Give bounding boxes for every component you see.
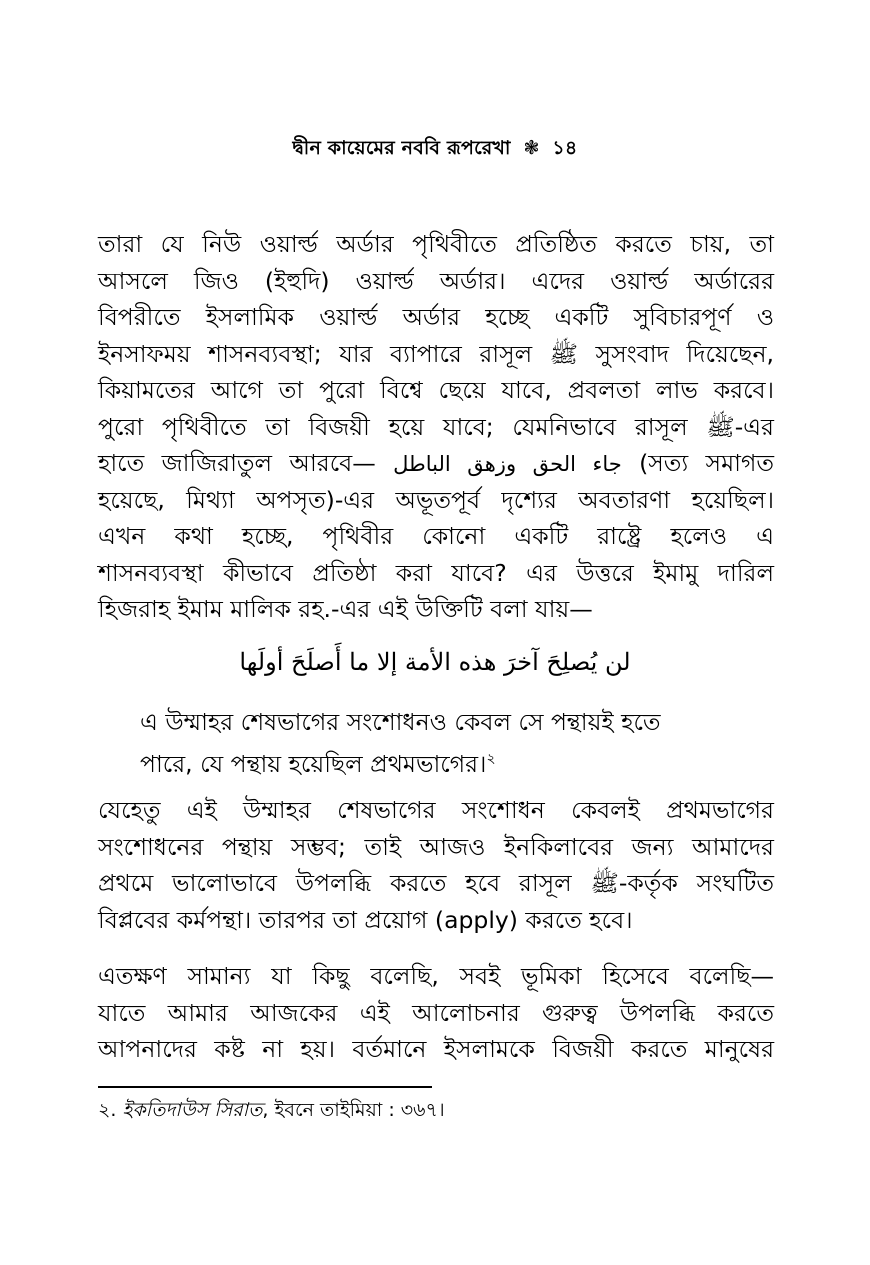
text-line <box>140 741 700 778</box>
text-line: যাতে আমার আজকের এই আলোচনার গুরুত্ব উপলব্ধি করতে <box>98 998 774 1027</box>
paragraph-1 <box>98 226 774 628</box>
text-line: তারা যে নিউ ওয়ার্ল্ড অর্ডার পৃথিবীতে প্রতিষ্ঠিত করতে চায়, তা <box>98 230 774 258</box>
footnote-divider <box>98 1086 432 1088</box>
book-title: দ্বীন কায়েমের নববি রূপরেখা <box>292 137 511 159</box>
text-line: সংশোধনের পন্থায় সম্ভব; তাই আজও ইনকিলাবের জন্য আমাদের <box>98 832 774 861</box>
footnote-reference: ২ <box>486 751 496 767</box>
text-line: এ উম্মাহর শেষভাগের সংশোধনও কেবল সে পন্থায়ই হতে <box>140 708 661 736</box>
text-line: প্রথমে ভালোভাবে উপলব্ধি করতে হবে রাসূল ﷺ-কর্তৃক সংঘটিত <box>98 869 774 897</box>
page-number: ১৪ <box>552 137 578 159</box>
text-line-with-arabic <box>98 445 774 482</box>
text-line: বিপরীতে ইসলামিক ওয়ার্ল্ড অর্ডার হচ্ছে একটি সুবিচারপূর্ণ ও <box>98 303 774 331</box>
paragraph-3 <box>98 958 774 1068</box>
footnote-source-title: ইকতিদাউস সিরাত <box>122 1099 263 1121</box>
text-fragment: হাতে জাজিরাতুল আরবে— <box>98 449 376 477</box>
text-line: এখন কথা হচ্ছে, পৃথিবীর কোনো একটি রাষ্ট্রে হলেও এ <box>98 522 774 550</box>
text-line: এতক্ষণ সামান্য যা কিছু বলেছি, সবই ভূমিকা হিসেবে বলেছি— <box>98 962 774 990</box>
text-line: পুরো পৃথিবীতে তা বিজয়ী হয়ে যাবে; যেমনিভাবে রাসূল ﷺ-এর <box>98 412 774 441</box>
flower-ornament-icon: ❃ <box>523 137 540 159</box>
text-line: আপনাদের কষ্ট না হয়। বর্তমানে ইসলামকে বিজয়ী করতে মানুষের <box>98 1035 774 1063</box>
arabic-quote: لن يُصلِحَ آخرَ هذه الأمة إلا ما أَصلَحَ أولَها <box>239 648 631 676</box>
text-line: যেহেতু এই উম্মাহর শেষভাগের সংশোধন কেবলই প্রথমভাগের <box>98 796 774 824</box>
text-line: ইনসাফময় শাসনব্যবস্থা; যার ব্যাপারে রাসূল ﷺ সুসংবাদ দিয়েছেন, <box>98 339 774 368</box>
footnote <box>98 1096 445 1124</box>
arabic-inline-quote: جاء الحق وزهق الباطل <box>393 452 622 476</box>
text-line: হিজরাহ ইমাম মালিক রহ.-এর এই উক্তিটি বলা যায়— <box>98 595 593 623</box>
paragraph-2 <box>98 792 774 938</box>
text-line: কিয়ামতের আগে তা পুরো বিশ্বে ছেয়ে যাবে, প্রবলতা লাভ করবে। <box>98 376 774 404</box>
text-fragment: (সত্য সমাগত <box>639 449 774 477</box>
running-header <box>0 134 870 166</box>
text-line: হয়েছে, মিথ্যা অপসৃত)-এর অভূতপূর্ব দৃশ্যের অবতারণা হয়েছিল। <box>98 485 774 514</box>
text-fragment: পারে, যে পন্থায় হয়েছিল প্রথমভাগের। <box>140 749 487 778</box>
text-line: বিপ্লবের কর্মপন্থা। তারপর তা প্রয়োগ (apply) করতে হবে। <box>98 905 633 934</box>
footnote-source-detail: , ইবনে তাইমিয়া : ৩৬৭। <box>262 1099 445 1121</box>
translation-block <box>140 704 700 778</box>
footnote-number: ২. <box>98 1099 117 1121</box>
text-line: শাসনব্যবস্থা কীভাবে প্রতিষ্ঠা করা যাবে? এর উত্তরে ইমামু দারিল <box>98 558 774 587</box>
text-line: আসলে জিও (ইহুদি) ওয়ার্ল্ড অর্ডার। এদের ওয়ার্ল্ড অর্ডারের <box>98 266 774 295</box>
